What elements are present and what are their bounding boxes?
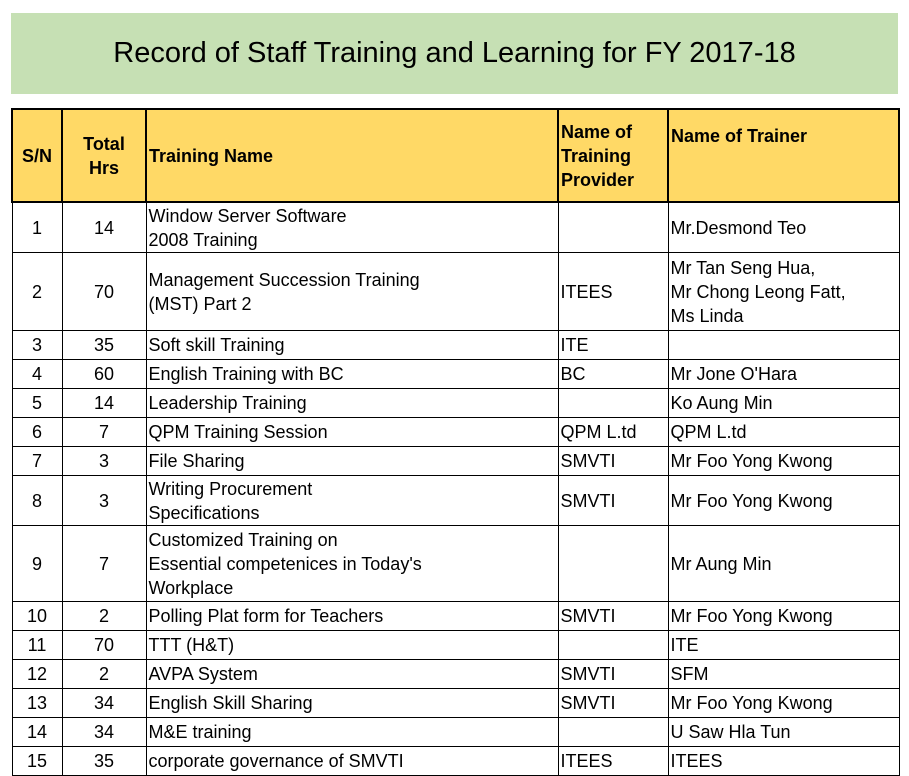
cell-trainer: Mr Aung Min: [668, 526, 899, 602]
cell-trainer: [668, 331, 899, 360]
cell-training-name: Writing Procurement Specifications: [146, 476, 558, 526]
cell-trainer: Mr Foo Yong Kwong: [668, 602, 899, 631]
cell-provider: [558, 526, 668, 602]
cell-training-name: AVPA System: [146, 660, 558, 689]
cell-trainer: Mr Jone O'Hara: [668, 360, 899, 389]
cell-provider: [558, 718, 668, 747]
cell-provider: BC: [558, 360, 668, 389]
cell-total-hrs: 7: [62, 418, 146, 447]
cell-trainer: U Saw Hla Tun: [668, 718, 899, 747]
table-row: [12, 602, 899, 631]
cell-trainer: QPM L.td: [668, 418, 899, 447]
cell-training-name: Customized Training on Essential competenices in Today's Workplace: [146, 526, 558, 602]
column-header-provider: Name of Training Provider: [558, 109, 668, 202]
cell-training-name: English Training with BC: [146, 360, 558, 389]
cell-trainer: Mr Foo Yong Kwong: [668, 689, 899, 718]
column-header-total-hrs: Total Hrs: [62, 109, 146, 202]
cell-provider: SMVTI: [558, 447, 668, 476]
cell-provider: SMVTI: [558, 689, 668, 718]
cell-total-hrs: 70: [62, 253, 146, 331]
cell-total-hrs: 35: [62, 331, 146, 360]
cell-provider: [558, 631, 668, 660]
table-row: [12, 747, 899, 776]
cell-provider: ITE: [558, 331, 668, 360]
cell-sn: 8: [12, 476, 62, 526]
cell-provider: SMVTI: [558, 476, 668, 526]
table-row: [12, 689, 899, 718]
table-row: [12, 447, 899, 476]
cell-sn: 12: [12, 660, 62, 689]
cell-sn: 14: [12, 718, 62, 747]
table-row: [12, 202, 899, 253]
page-title-banner: [11, 13, 898, 94]
column-header-training-name: Training Name: [146, 109, 558, 202]
cell-training-name: M&E training: [146, 718, 558, 747]
cell-sn: 10: [12, 602, 62, 631]
cell-total-hrs: 14: [62, 389, 146, 418]
cell-sn: 7: [12, 447, 62, 476]
cell-trainer: ITE: [668, 631, 899, 660]
cell-provider: QPM L.td: [558, 418, 668, 447]
cell-sn: 3: [12, 331, 62, 360]
cell-sn: 9: [12, 526, 62, 602]
table-row: [12, 360, 899, 389]
cell-training-name: Leadership Training: [146, 389, 558, 418]
table-row: [12, 631, 899, 660]
cell-trainer: Ko Aung Min: [668, 389, 899, 418]
table-row: [12, 253, 899, 331]
column-header-sn: S/N: [12, 109, 62, 202]
cell-total-hrs: 3: [62, 447, 146, 476]
cell-trainer: Mr Foo Yong Kwong: [668, 476, 899, 526]
cell-provider: ITEES: [558, 747, 668, 776]
cell-trainer: SFM: [668, 660, 899, 689]
table-header-row: [12, 109, 899, 202]
cell-trainer: Mr Foo Yong Kwong: [668, 447, 899, 476]
cell-provider: SMVTI: [558, 660, 668, 689]
cell-sn: 15: [12, 747, 62, 776]
cell-sn: 4: [12, 360, 62, 389]
cell-sn: 13: [12, 689, 62, 718]
cell-total-hrs: 34: [62, 718, 146, 747]
cell-provider: [558, 202, 668, 253]
cell-total-hrs: 2: [62, 602, 146, 631]
cell-sn: 6: [12, 418, 62, 447]
table-row: [12, 660, 899, 689]
cell-trainer: Mr.Desmond Teo: [668, 202, 899, 253]
cell-training-name: English Skill Sharing: [146, 689, 558, 718]
table-row: [12, 389, 899, 418]
cell-provider: ITEES: [558, 253, 668, 331]
table-row: [12, 526, 899, 602]
cell-training-name: Window Server Software 2008 Training: [146, 202, 558, 253]
cell-training-name: File Sharing: [146, 447, 558, 476]
cell-training-name: Polling Plat form for Teachers: [146, 602, 558, 631]
cell-training-name: QPM Training Session: [146, 418, 558, 447]
table-row: [12, 331, 899, 360]
cell-total-hrs: 34: [62, 689, 146, 718]
cell-sn: 5: [12, 389, 62, 418]
cell-total-hrs: 7: [62, 526, 146, 602]
cell-sn: 11: [12, 631, 62, 660]
training-records-table: [11, 108, 900, 776]
column-header-trainer: Name of Trainer: [668, 109, 899, 202]
cell-provider: SMVTI: [558, 602, 668, 631]
cell-sn: 2: [12, 253, 62, 331]
cell-total-hrs: 35: [62, 747, 146, 776]
cell-total-hrs: 70: [62, 631, 146, 660]
table-row: [12, 718, 899, 747]
cell-total-hrs: 60: [62, 360, 146, 389]
page-title: Record of Staff Training and Learning for FY 2017-18: [113, 37, 796, 69]
cell-trainer: Mr Tan Seng Hua, Mr Chong Leong Fatt, Ms Linda: [668, 253, 899, 331]
cell-training-name: corporate governance of SMVTI: [146, 747, 558, 776]
cell-training-name: TTT (H&T): [146, 631, 558, 660]
cell-total-hrs: 14: [62, 202, 146, 253]
table-row: [12, 476, 899, 526]
cell-training-name: Management Succession Training (MST) Part 2: [146, 253, 558, 331]
cell-provider: [558, 389, 668, 418]
cell-training-name: Soft skill Training: [146, 331, 558, 360]
table-row: [12, 418, 899, 447]
cell-total-hrs: 2: [62, 660, 146, 689]
cell-total-hrs: 3: [62, 476, 146, 526]
cell-sn: 1: [12, 202, 62, 253]
cell-trainer: ITEES: [668, 747, 899, 776]
